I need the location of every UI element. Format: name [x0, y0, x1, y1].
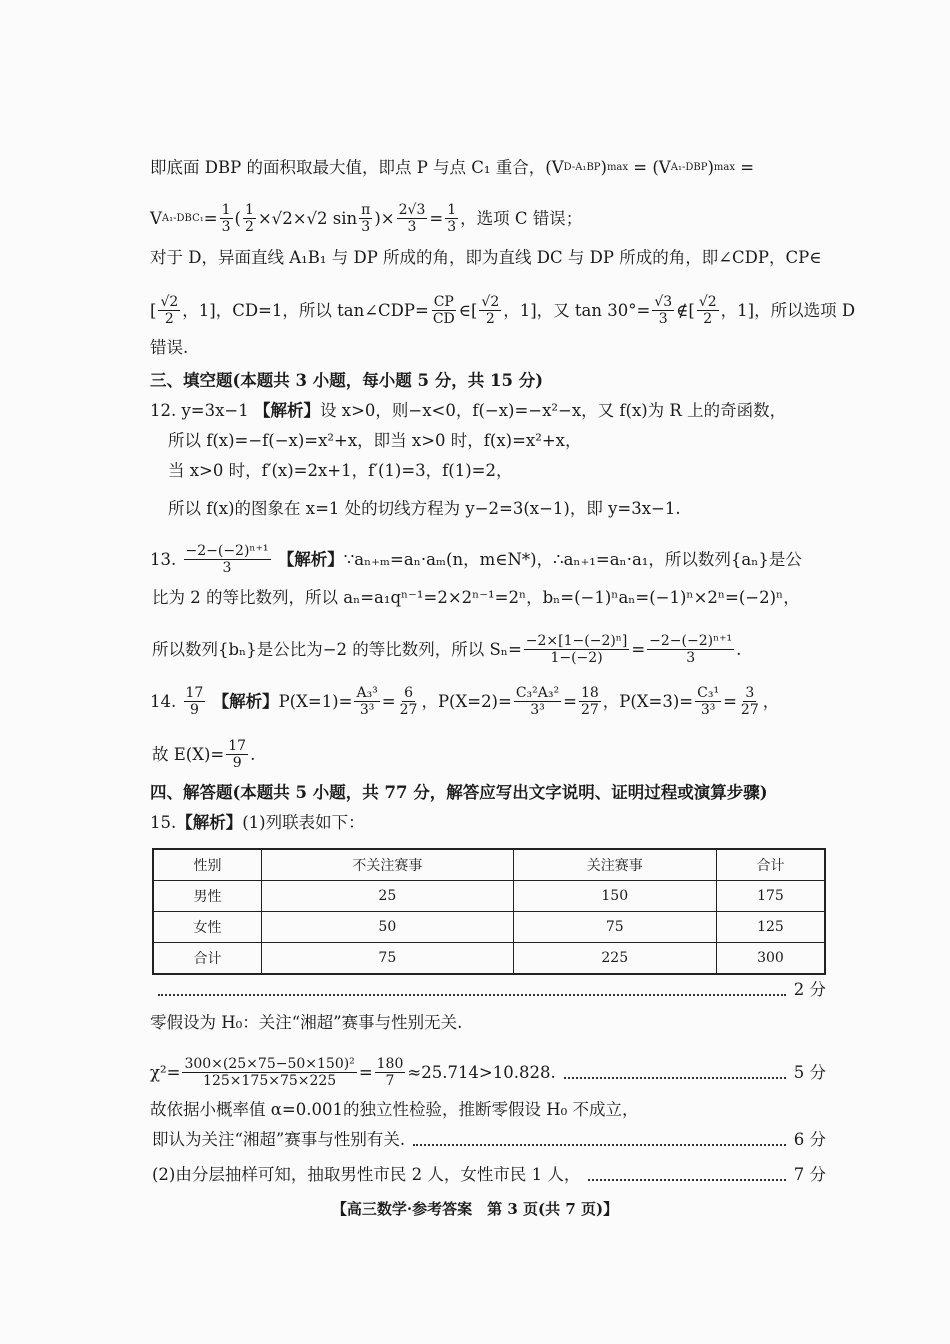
- text-run: ，P(X=3)=: [602, 691, 694, 711]
- fraction-numerator: 300×(25×75−50×150)²: [184, 1056, 355, 1072]
- fraction-numerator: 17: [185, 685, 204, 701]
- bold-text: 三、填空题(本题共 3 小题，每小题 5 分，共 15 分): [150, 371, 544, 390]
- fraction: [739, 685, 761, 718]
- text-run: 错误.: [150, 338, 189, 357]
- contingency-table: [152, 848, 826, 975]
- fraction-denominator: 3: [407, 219, 417, 235]
- text-run: ，1]，CD=1，所以 tan∠CDP=: [182, 300, 429, 320]
- fraction-numerator: −2×[1−(−2)ⁿ]: [525, 633, 628, 649]
- text-run: 当 x>0 时，f′(x)=2x+1，f′(1)=3，f(1)=2，: [168, 461, 513, 480]
- text-line: [150, 371, 826, 391]
- text-line: [152, 738, 826, 771]
- table-row: [153, 912, 825, 943]
- text-run: =: [631, 639, 646, 659]
- fraction: [359, 202, 372, 235]
- text-line: [150, 543, 826, 576]
- text-line: [152, 1130, 826, 1150]
- text-run: .: [250, 744, 256, 764]
- bold-text: 【解析】: [254, 401, 321, 420]
- fraction: [184, 685, 206, 718]
- text-run: P(X=1)=: [278, 691, 353, 711]
- text-line: [150, 158, 826, 178]
- text-line: [150, 338, 826, 358]
- text-run: = (V: [628, 158, 671, 177]
- text-run: ): [707, 158, 714, 177]
- text-line: [150, 294, 856, 327]
- text-run: 14.: [150, 691, 182, 711]
- text-run: ，P(X=2)=: [421, 691, 512, 711]
- fraction-numerator: 1: [447, 202, 457, 218]
- text-run: ): [600, 158, 607, 177]
- subscript: A₁-DBP: [670, 162, 708, 173]
- table-row: [153, 881, 825, 912]
- text-run: 故 E(X)=: [152, 744, 225, 764]
- table-cell: 225: [513, 943, 716, 975]
- fraction-denominator: 9: [232, 755, 242, 771]
- subscript: max: [713, 162, 735, 173]
- fraction: [398, 685, 420, 718]
- text-line: [150, 685, 826, 718]
- fraction-numerator: A₃³: [356, 685, 378, 701]
- text-run: 所以 f(x)=−f(−x)=x²+x，即当 x>0 时，f(x)=x²+x，: [168, 431, 582, 450]
- fraction-denominator: 3³: [530, 702, 545, 718]
- text-run: =: [734, 158, 755, 177]
- fraction-denominator: 3: [222, 560, 232, 576]
- text-line: [168, 499, 826, 519]
- table-header: 不关注赛事: [262, 849, 514, 881]
- fraction-denominator: 3: [447, 219, 457, 235]
- fraction: [182, 1056, 356, 1089]
- fraction: [243, 202, 256, 235]
- text-run: 13.: [150, 549, 182, 569]
- fraction-denominator: 3: [361, 219, 371, 235]
- score-mark: 2 分: [793, 980, 826, 999]
- fraction-denominator: 9: [189, 702, 199, 718]
- table-header-row: [153, 849, 825, 881]
- text-run: =: [358, 1062, 373, 1082]
- fraction-denominator: 27: [580, 702, 599, 718]
- fraction: [445, 202, 458, 235]
- text-line: [150, 202, 826, 235]
- fraction-numerator: −2−(−2)ⁿ⁺¹: [649, 633, 733, 649]
- fraction: [158, 294, 180, 327]
- bold-text: 【解析】: [176, 813, 243, 832]
- text-run: )×: [374, 208, 395, 228]
- text-line: [150, 401, 826, 421]
- table-cell: 女性: [153, 912, 262, 943]
- fraction: [524, 633, 630, 666]
- table-header: 关注赛事: [513, 849, 716, 881]
- fraction-denominator: 2: [244, 219, 254, 235]
- text-run: (: [234, 208, 241, 228]
- table-cell: 25: [262, 881, 514, 912]
- text-line: [150, 783, 826, 803]
- text-run: =: [429, 208, 444, 228]
- subscript: max: [606, 162, 629, 173]
- fraction-numerator: 3: [745, 685, 755, 701]
- fraction: [226, 738, 248, 771]
- table-cell: 男性: [153, 881, 262, 912]
- text-run: (2)由分层抽样可知，抽取男性市民 2 人，女性市民 1 人，: [152, 1165, 581, 1184]
- bold-text: 【解析】: [277, 549, 344, 569]
- text-run: =: [723, 691, 737, 711]
- text-line: [168, 431, 826, 451]
- fraction-denominator: 2: [485, 311, 495, 327]
- text-line: [168, 461, 826, 481]
- table-cell: 75: [262, 943, 514, 975]
- table-cell: 150: [513, 881, 716, 912]
- text-run: ，: [762, 691, 780, 711]
- fraction: [652, 294, 674, 327]
- fraction: [697, 294, 719, 327]
- text-run: 12. y=3x−1: [150, 401, 255, 420]
- table-row: [153, 943, 825, 975]
- text-run: 即认为关注“湘超”赛事与性别有关.: [152, 1130, 406, 1149]
- text-run: 15.: [150, 813, 177, 832]
- text-run: 故依据小概率值 α=0.001的独立性检验，推断零假设 H₀ 不成立，: [150, 1100, 639, 1119]
- table-cell: 50: [262, 912, 514, 943]
- table-cell: 75: [513, 912, 716, 943]
- fraction-numerator: √2: [160, 294, 179, 310]
- score-mark: 6 分: [793, 1130, 826, 1149]
- fraction-numerator: 2√3: [398, 202, 426, 218]
- fraction: [375, 1056, 406, 1089]
- text-run: (1)列联表如下：: [242, 813, 365, 832]
- text-run: =: [563, 691, 577, 711]
- score-mark: 5 分: [793, 1062, 826, 1082]
- bold-text: 【解析】: [212, 691, 279, 711]
- bold-text: 四、解答题(本题共 5 小题，共 77 分，解答应写出文字说明、证明过程或演算步骤): [150, 783, 768, 802]
- fraction-numerator: 1: [244, 202, 254, 218]
- text-line: [152, 1165, 826, 1185]
- text-run: ，1]，所以选项 D: [720, 300, 856, 320]
- page-footer: 【高三数学·参考答案 第 3 页(共 7 页)】: [331, 1200, 619, 1218]
- fraction-denominator: 3: [221, 219, 231, 235]
- fraction: [431, 294, 457, 327]
- fraction-denominator: 3: [686, 650, 696, 666]
- fraction: [479, 294, 501, 327]
- fraction-numerator: √2: [698, 294, 717, 310]
- text-run: 比为 2 的等比数列，所以 aₙ=a₁qⁿ⁻¹=2×2ⁿ⁻¹=2ⁿ，bₙ=(−1)ⁿaₙ=(−1)ⁿ×2ⁿ=(−2)ⁿ，: [152, 588, 800, 607]
- fraction-denominator: 2: [164, 311, 174, 327]
- text-line: [152, 633, 826, 666]
- text-run: [: [150, 300, 157, 320]
- table-cell: 合计: [153, 943, 262, 975]
- fraction: [579, 685, 601, 718]
- table-header: 合计: [716, 849, 825, 881]
- text-line: [150, 813, 826, 833]
- fraction-denominator: 3³: [700, 702, 716, 718]
- fraction-numerator: −2−(−2)ⁿ⁺¹: [185, 543, 269, 559]
- text-run: 零假设为 H₀：关注“湘超”赛事与性别无关.: [150, 1013, 463, 1032]
- fraction-numerator: √3: [654, 294, 673, 310]
- table-header: 性别: [153, 849, 262, 881]
- text-run: ×√2×√2 sin: [257, 208, 358, 228]
- text-run: ≈25.714>10.828.: [407, 1062, 556, 1082]
- text-run: ，1]，又 tan 30°=: [503, 300, 651, 320]
- fraction: [354, 685, 379, 718]
- fraction-numerator: 180: [376, 1056, 404, 1072]
- fraction-numerator: 6: [404, 685, 413, 701]
- fraction: [397, 202, 428, 235]
- fraction-denominator: 3³: [359, 702, 375, 718]
- fraction-denominator: CD: [432, 311, 455, 327]
- fraction-denominator: 2: [703, 311, 713, 327]
- fraction: [695, 685, 721, 718]
- text-line: [152, 588, 826, 608]
- text-line: [150, 1013, 826, 1033]
- text-line: [150, 248, 826, 268]
- text-line: [150, 1056, 826, 1089]
- dot-leader: [158, 984, 786, 996]
- text-run: =: [381, 691, 396, 711]
- text-run: ∈[: [458, 300, 478, 320]
- text-line: [150, 1100, 826, 1120]
- fraction: [184, 543, 271, 576]
- fraction-denominator: 27: [740, 702, 759, 718]
- text-run: 即底面 DBP 的面积取最大值，即点 P 与点 C₁ 重合，(V: [150, 158, 564, 177]
- table-cell: 175: [716, 881, 825, 912]
- text-run: =: [203, 208, 218, 228]
- table-cell: 125: [716, 912, 825, 943]
- fraction: [220, 202, 233, 235]
- fraction-numerator: 1: [221, 202, 231, 218]
- score-mark: 7 分: [793, 1165, 826, 1184]
- fraction-numerator: C₃²A₃²: [515, 685, 560, 701]
- table-cell: 300: [716, 943, 825, 975]
- fraction-numerator: 17: [228, 738, 247, 754]
- fraction-numerator: C₃¹: [697, 685, 720, 701]
- fraction-denominator: 125×175×75×225: [203, 1073, 337, 1089]
- fraction-denominator: 1−(−2): [550, 650, 603, 666]
- subscript: A₁-DBC₁: [161, 212, 204, 224]
- text-run: χ²=: [150, 1062, 181, 1082]
- text-run: 所以数列{bₙ}是公比为−2 的等比数列，所以 Sₙ=: [152, 639, 522, 659]
- fraction-numerator: CP: [433, 294, 454, 310]
- text-run: 对于 D，异面直线 A₁B₁ 与 DP 所成的角，即为直线 DC 与 DP 所成的角，即∠CDP，CP∈: [150, 248, 822, 267]
- fraction-denominator: 3: [658, 311, 668, 327]
- fraction-numerator: √2: [481, 294, 500, 310]
- fraction-numerator: π: [361, 202, 371, 218]
- dot-leader: [564, 1067, 786, 1079]
- text-run: V: [150, 208, 162, 228]
- text-run: ，选项 C 错误；: [460, 208, 583, 228]
- dot-leader: [413, 1134, 786, 1146]
- text-run: 所以 f(x)的图象在 x=1 处的切线方程为 y−2=3(x−1)，即 y=3x−1.: [168, 499, 681, 518]
- subscript: D-A₁BP: [563, 162, 601, 173]
- text-run: .: [736, 639, 742, 659]
- text-run: ∉[: [676, 300, 695, 320]
- fraction: [514, 685, 561, 718]
- fraction-denominator: 27: [399, 702, 418, 718]
- text-line: [150, 980, 826, 1000]
- fraction-numerator: 18: [580, 685, 599, 701]
- text-run: 设 x>0，则−x<0，f(−x)=−x²−x，又 f(x)为 R 上的奇函数，: [320, 401, 787, 420]
- fraction-denominator: 7: [385, 1073, 395, 1089]
- dot-leader: [588, 1169, 785, 1181]
- fraction: [647, 633, 734, 666]
- text-run: ∵aₙ₊ₘ=aₙ·aₘ(n，m∈N*)，∴aₙ₊₁=aₙ·a₁，所以数列{aₙ}是公: [343, 549, 802, 569]
